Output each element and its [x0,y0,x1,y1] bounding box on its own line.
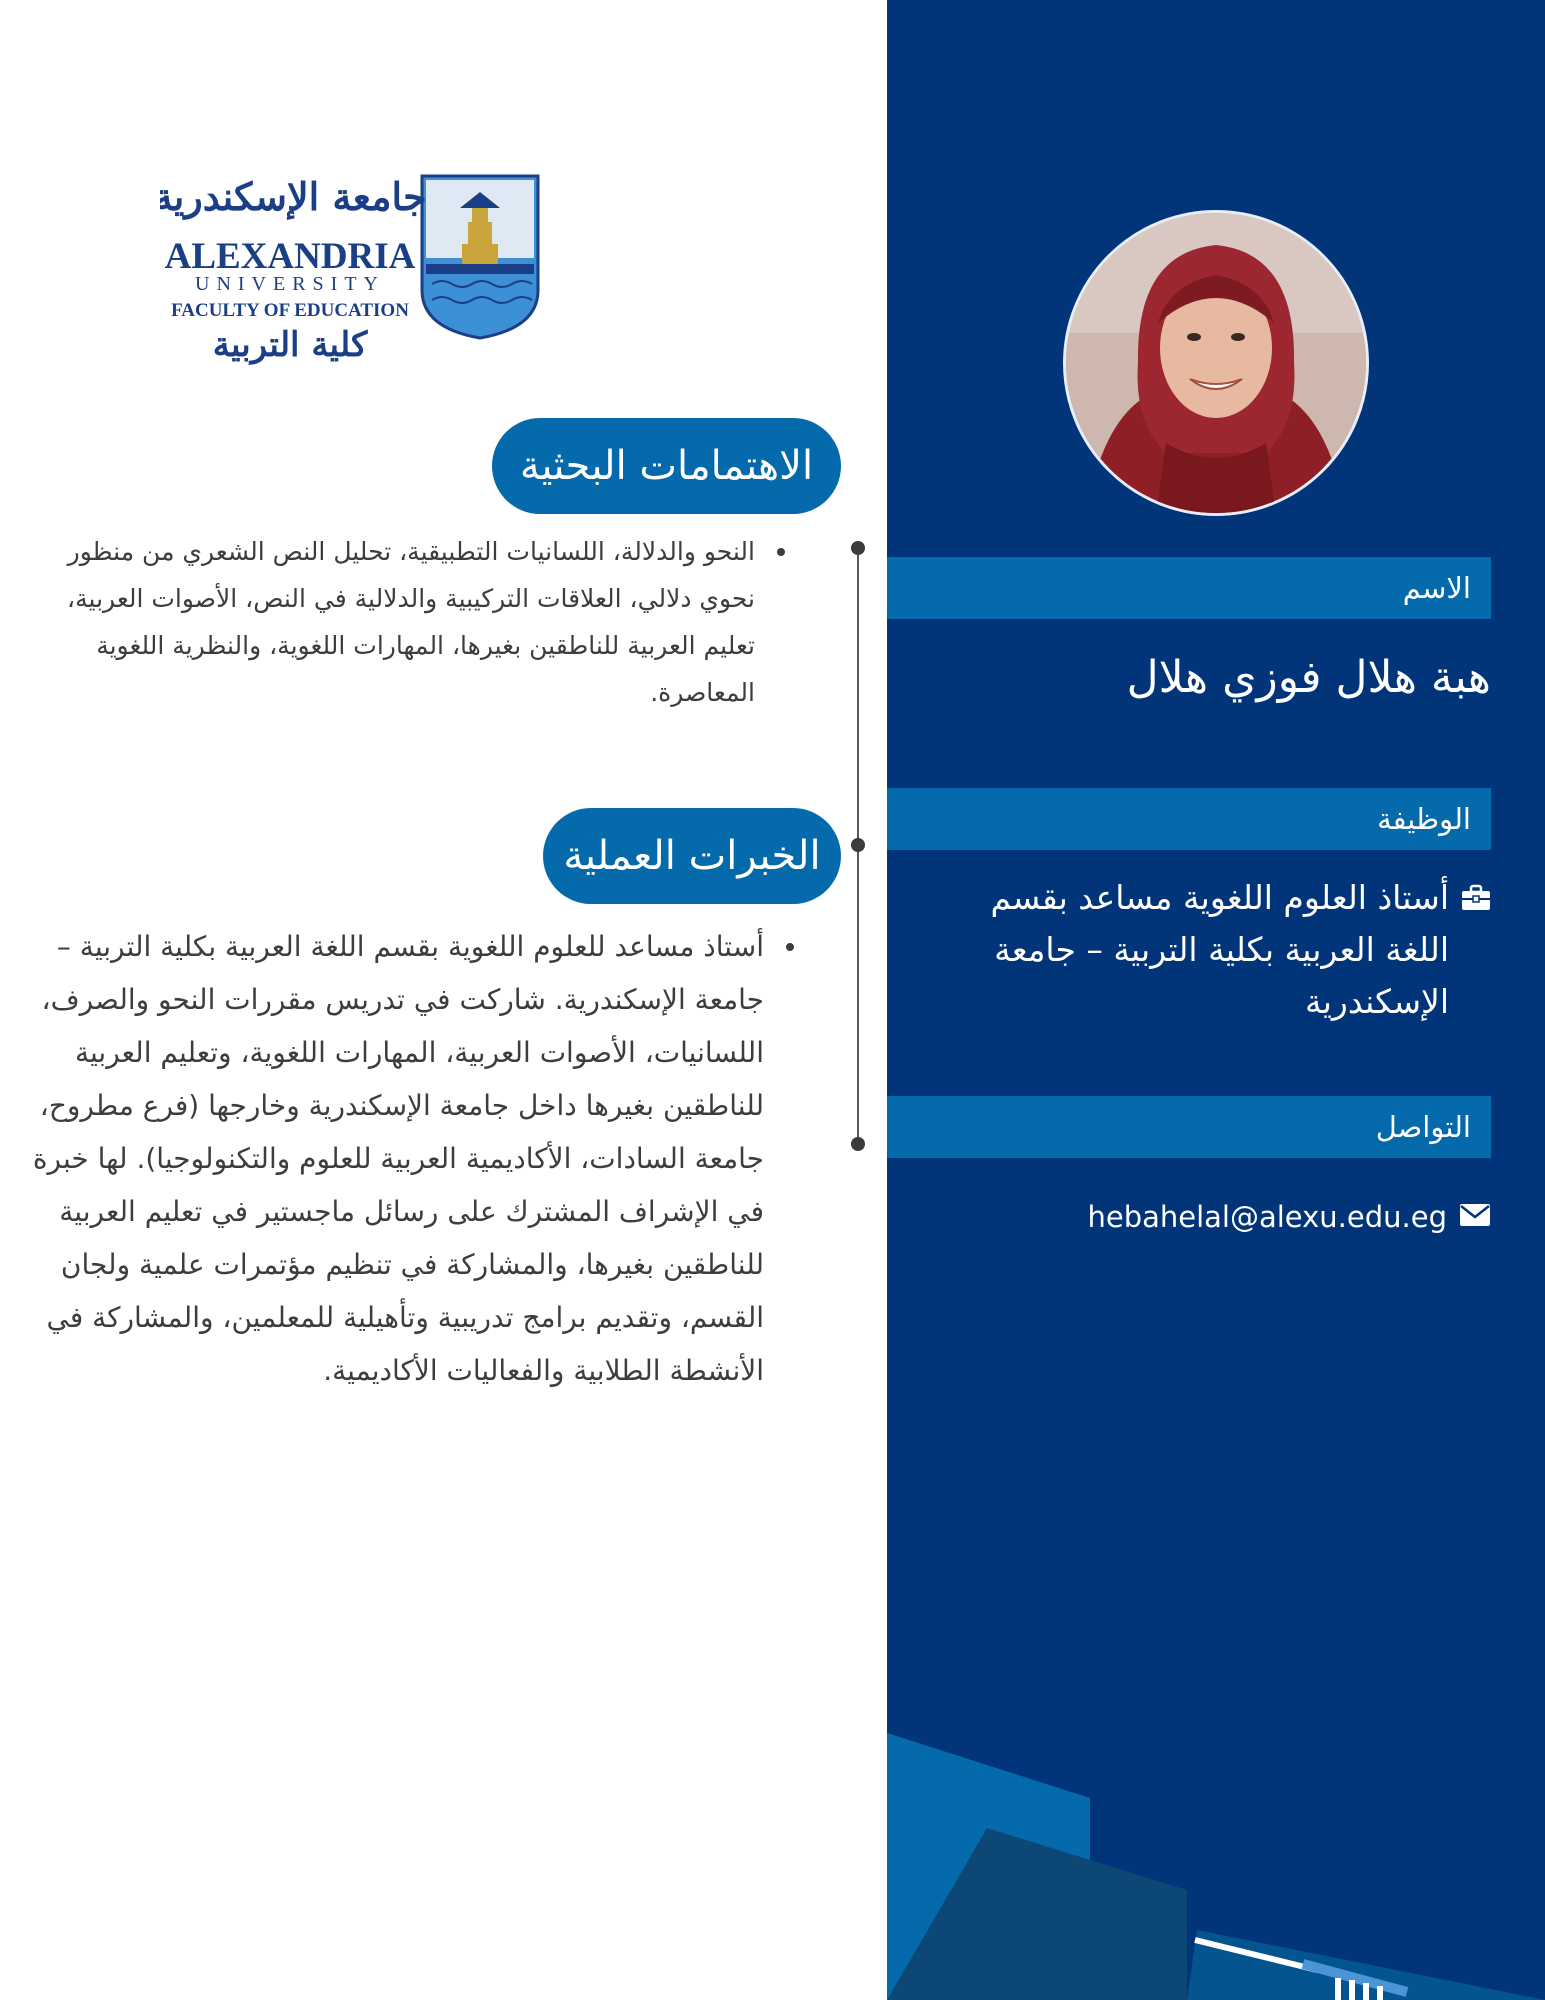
job-row [927,872,1491,1028]
profile-sidebar [887,0,1545,2000]
experience-list [30,920,794,1397]
profile-photo [1063,210,1369,516]
job-label: الوظيفة [887,788,1491,850]
experience-section-title: الخبرات العملية [543,808,841,904]
job-title: أستاذ العلوم اللغوية مساعد بقسم اللغة العربية بكلية التربية – جامعة الإسكندرية [990,878,1449,1021]
person-name: هبة هلال فوزي هلال [1126,652,1491,703]
logo-arabic-university: جامعة الإسكندرية [160,174,427,219]
list-item: أستاذ مساعد للعلوم اللغوية بقسم اللغة العربية بكلية التربية – جامعة الإسكندرية. شاركت في تدريس مقررات النحو والصرف، اللسانيات، الأصوات العربية، المهارات اللغوية، وتعليم العربية للناطقين بغيرها داخل جامعة الإسكندرية وخارجها (فرع مطروح، جامعة السادات، الأكاديمية العربية للعلوم والتكنولوجيا). لها خبرة في الإشراف المشترك على رسائل ماجستير في تعليم العربية للناطقين بغيرها، والمشاركة في تنظيم مؤتمرات علمية ولجان القسم، وتقديم برامج تدريبية وتأهيلية للمعلمين، والمشاركة في الأنشطة الطلابية والفعاليات الأكاديمية. [30,920,794,1397]
research-section-title: الاهتمامات البحثية [492,418,841,514]
contact-label: التواصل [887,1096,1491,1158]
logo-english-university-sub: UNIVERSITY [195,273,385,295]
decorative-shapes [887,1700,1545,2000]
research-list [30,528,785,716]
envelope-icon [1459,1203,1491,1231]
timeline-dot [851,541,865,555]
logo-arabic-faculty: كلية التربية [212,325,368,365]
logo-english-faculty: FACULTY OF EDUCATION [171,300,409,321]
email-link[interactable]: hebahelal@alexu.edu.eg [1087,1200,1447,1234]
timeline-dot [851,838,865,852]
timeline-dot [851,1137,865,1151]
name-label: الاسم [887,557,1491,619]
logo-english-university: ALEXANDRIA [164,236,416,277]
contact-row [927,1195,1491,1239]
list-item: النحو والدلالة، اللسانيات التطبيقية، تحليل النص الشعري من منظور نحوي دلالي، العلاقات التركيبية والدلالية في النص، الأصوات العربية، تعليم العربية للناطقين بغيرها، المهارات اللغوية، والنظرية اللغوية المعاصرة. [30,528,785,716]
briefcase-icon [1461,884,1491,916]
university-logo [160,168,550,380]
